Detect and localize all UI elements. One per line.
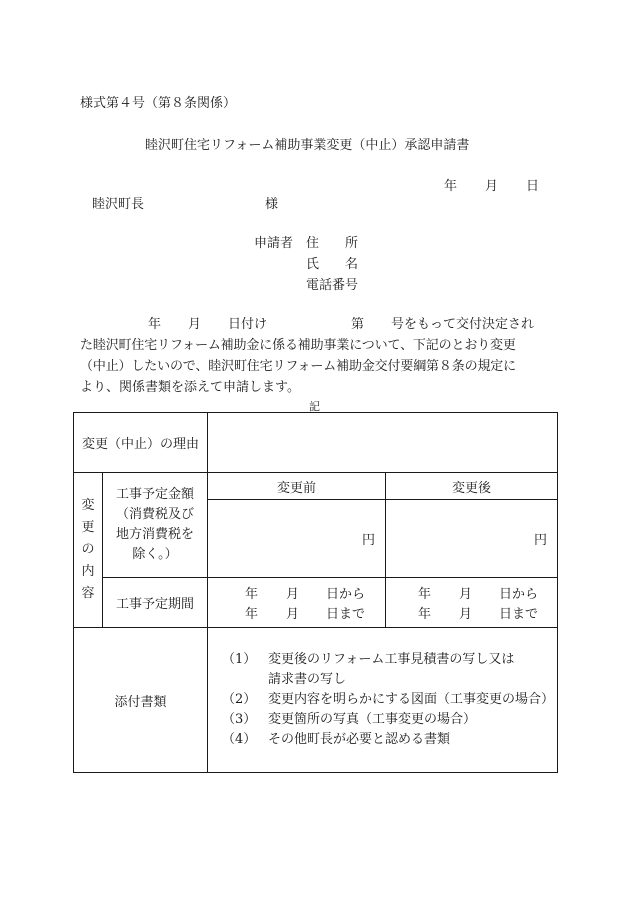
period-before-cell[interactable] <box>208 578 386 628</box>
period-row <box>74 578 558 628</box>
after-header: 変更後 <box>386 473 558 500</box>
amount-before-cell[interactable] <box>208 500 386 578</box>
period-after-to-day: 日まで <box>499 606 539 622</box>
period-before-from-day: 日から <box>326 586 366 602</box>
change-content-char: 内 <box>81 564 95 579</box>
attachment-text: 変更後のリフォーム工事見積書の写し又は <box>268 652 515 667</box>
amount-label-line: （消費税及び <box>115 507 194 522</box>
period-after-from-day: 日から <box>499 586 539 602</box>
attachment-number: （2） <box>222 692 257 707</box>
period-before-to-month: 月 <box>286 606 300 622</box>
period-after-to-month: 月 <box>459 606 473 622</box>
before-header: 変更前 <box>208 473 386 500</box>
amount-after-cell[interactable] <box>386 500 558 578</box>
amount-label-line: 除く。） <box>132 547 178 562</box>
body-l4: より、関係書類を添えて申請します。 <box>80 380 300 395</box>
document-title: 睦沢町住宅リフォーム補助事業変更（中止）承認申請書 <box>145 138 470 153</box>
addressee-name: 睦沢町長 <box>92 197 145 212</box>
period-before-from-year: 年 <box>245 586 259 602</box>
period-after-from-month: 月 <box>459 586 473 602</box>
date-year: 年 <box>444 179 458 194</box>
header-row <box>74 473 558 500</box>
amount-label-line: 工事予定金額 <box>115 487 194 502</box>
attachment-item <box>222 690 557 710</box>
reason-label: 変更（中止）の理由 <box>74 413 208 473</box>
applicant-name-label: 氏 名 <box>306 257 359 272</box>
attachment-text: 変更箇所の写真（工事変更の場合） <box>268 712 477 727</box>
period-before-to-year: 年 <box>245 606 259 622</box>
attachments-list <box>208 628 558 773</box>
attachment-text: 請求書の写し <box>268 672 347 687</box>
period-before-to-day: 日まで <box>326 606 366 622</box>
change-content-label <box>74 473 103 628</box>
applicant-address-label: 住 所 <box>306 236 359 251</box>
attachment-item <box>222 650 557 670</box>
yen-after: 円 <box>533 533 547 548</box>
attachment-number: （4） <box>222 732 257 747</box>
application-table <box>73 412 558 773</box>
period-after-to-year: 年 <box>418 606 432 622</box>
period-before-from-month: 月 <box>286 586 300 602</box>
date-month: 月 <box>485 179 499 194</box>
period-after-cell[interactable] <box>386 578 558 628</box>
attachment-text: 変更内容を明らかにする図面（工事変更の場合） <box>268 692 555 707</box>
body-l1-year: 年 <box>148 317 162 332</box>
addressee-honorific: 様 <box>265 197 279 212</box>
applicant-label: 申請者 <box>254 236 294 251</box>
body-l1-month: 月 <box>188 317 202 332</box>
body-l3: （中止）したいので、睦沢町住宅リフォーム補助金交付要綱第８条の規定に <box>80 359 516 374</box>
date-day: 日 <box>526 179 540 194</box>
period-label: 工事予定期間 <box>103 578 208 628</box>
body-l1-dated: 日付け <box>228 317 268 332</box>
period-after-from-year: 年 <box>418 586 432 602</box>
yen-before: 円 <box>361 533 375 548</box>
form-number: 様式第４号（第８条関係） <box>80 96 237 111</box>
reason-value[interactable] <box>208 413 558 473</box>
attachments-row <box>74 628 558 773</box>
body-l1-rest: 号をもって交付決定され <box>391 317 535 332</box>
amount-label-line: 地方消費税を <box>115 527 194 542</box>
body-l2: た睦沢町住宅リフォーム補助金に係る補助事業について、下記のとおり変更 <box>80 338 516 353</box>
reason-row <box>74 413 558 473</box>
change-content-char: 変 <box>81 498 95 513</box>
ki-note-mark: 記 <box>309 400 320 413</box>
change-content-char: の <box>81 542 95 557</box>
attachment-number: （1） <box>222 652 257 667</box>
attachment-item <box>222 730 557 750</box>
change-content-char: 容 <box>81 586 95 601</box>
change-content-char: 更 <box>81 520 95 535</box>
applicant-phone-label: 電話番号 <box>306 278 359 293</box>
attachment-item <box>222 710 557 730</box>
attachment-text: その他町長が必要と認める書類 <box>268 732 451 747</box>
attachments-label: 添付書類 <box>74 628 208 773</box>
amount-label <box>103 473 208 578</box>
attachment-item-continued <box>222 670 557 690</box>
attachment-number: （3） <box>222 712 257 727</box>
body-l1-no: 第 <box>351 317 365 332</box>
